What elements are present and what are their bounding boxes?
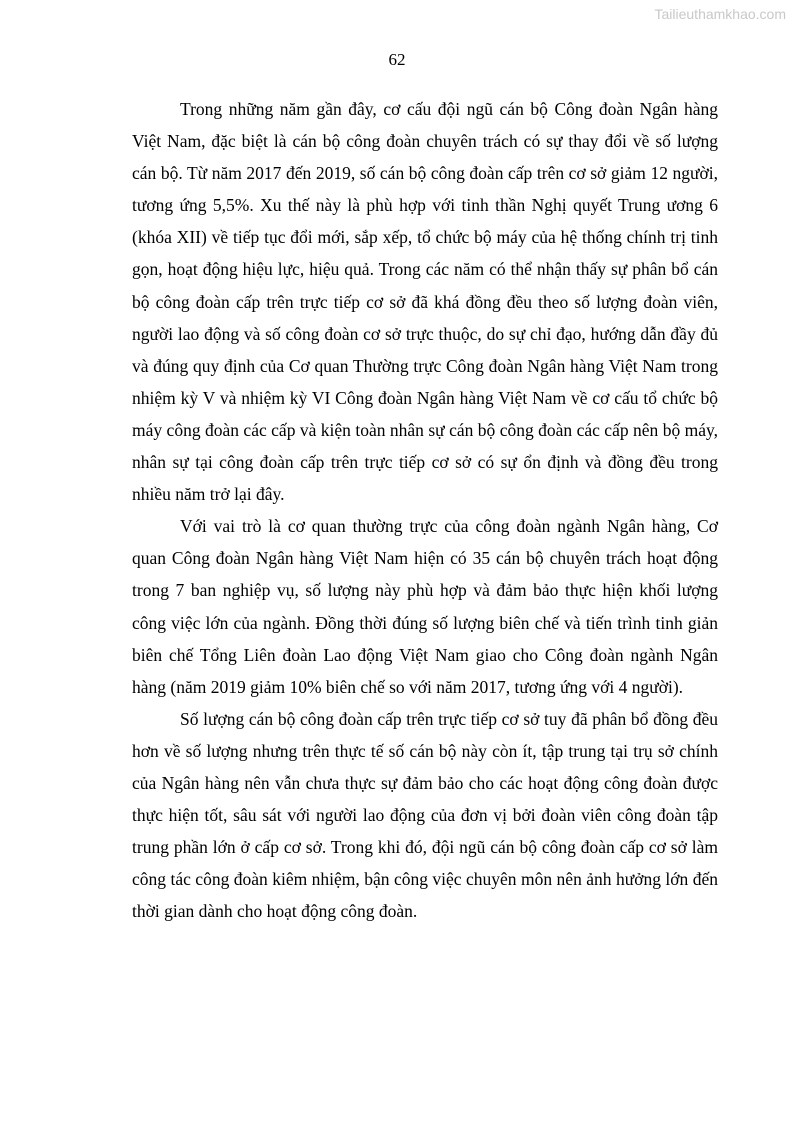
watermark: Tailieuthamkhao.com <box>654 6 786 22</box>
paragraph-2: Với vai trò là cơ quan thường trực của công đoàn ngành Ngân hàng, Cơ quan Công đoàn Ngân hàng Việt Nam hiện có 35 cán bộ chuyên trách hoạt động trong 7 ban nghiệp vụ, số lượng này phù hợp và đảm bảo thực hiện khối lượng công việc lớn của ngành. Đồng thời đúng số lượng biên chế và tiến trình tinh giản biên chế Tổng Liên đoàn Lao động Việt Nam giao cho Công đoàn ngành Ngân hàng (năm 2019 giảm 10% biên chế so với năm 2017, tương ứng với 4 người). <box>132 516 718 697</box>
paragraph-1: Trong những năm gần đây, cơ cấu đội ngũ cán bộ Công đoàn Ngân hàng Việt Nam, đặc biệt là cán bộ công đoàn chuyên trách có sự thay đổi về số lượng cán bộ. Từ năm 2017 đến 2019, số cán bộ công đoàn cấp trên cơ sở giảm 12 người, tương ứng 5,5%. Xu thế này là phù hợp với tinh thần Nghị quyết Trung ương 6 (khóa XII) về tiếp tục đổi mới, sắp xếp, tổ chức bộ máy của hệ thống chính trị tinh gọn, hoạt động hiệu lực, hiệu quả. Trong các năm có thể nhận thấy sự phân bổ cán bộ công đoàn cấp trên trực tiếp cơ sở đã khá đồng đều theo số lượng đoàn viên, người lao động và số công đoàn cơ sở trực thuộc, do sự chỉ đạo, hướng dẫn đầy đủ và đúng quy định của Cơ quan Thường trực Công đoàn Ngân hàng Việt Nam trong nhiệm kỳ V và nhiệm kỳ VI Công đoàn Ngân hàng Việt Nam về cơ cấu tổ chức bộ máy công đoàn các cấp và kiện toàn nhân sự cán bộ công đoàn các cấp nên bộ máy, nhân sự tại công đoàn cấp trên trực tiếp cơ sở có sự ổn định và đồng đều trong nhiều năm trở lại đây. <box>132 99 718 505</box>
paragraph-3: Số lượng cán bộ công đoàn cấp trên trực tiếp cơ sở tuy đã phân bổ đồng đều hơn về số lượng nhưng trên thực tế số cán bộ này còn ít, tập trung tại trụ sở chính của Ngân hàng nên vẫn chưa thực sự đảm bảo cho các hoạt động công đoàn được thực hiện tốt, sâu sát với người lao động của đơn vị bởi đoàn viên công đoàn tập trung phần lớn ở cấp cơ sở. Trong khi đó, đội ngũ cán bộ công đoàn cấp cơ sở làm công tác công đoàn kiêm nhiệm, bận công việc chuyên môn nên ảnh hưởng lớn đến thời gian dành cho hoạt động công đoàn. <box>132 708 718 922</box>
page-number: 62 <box>388 50 406 69</box>
document-body <box>132 93 718 927</box>
